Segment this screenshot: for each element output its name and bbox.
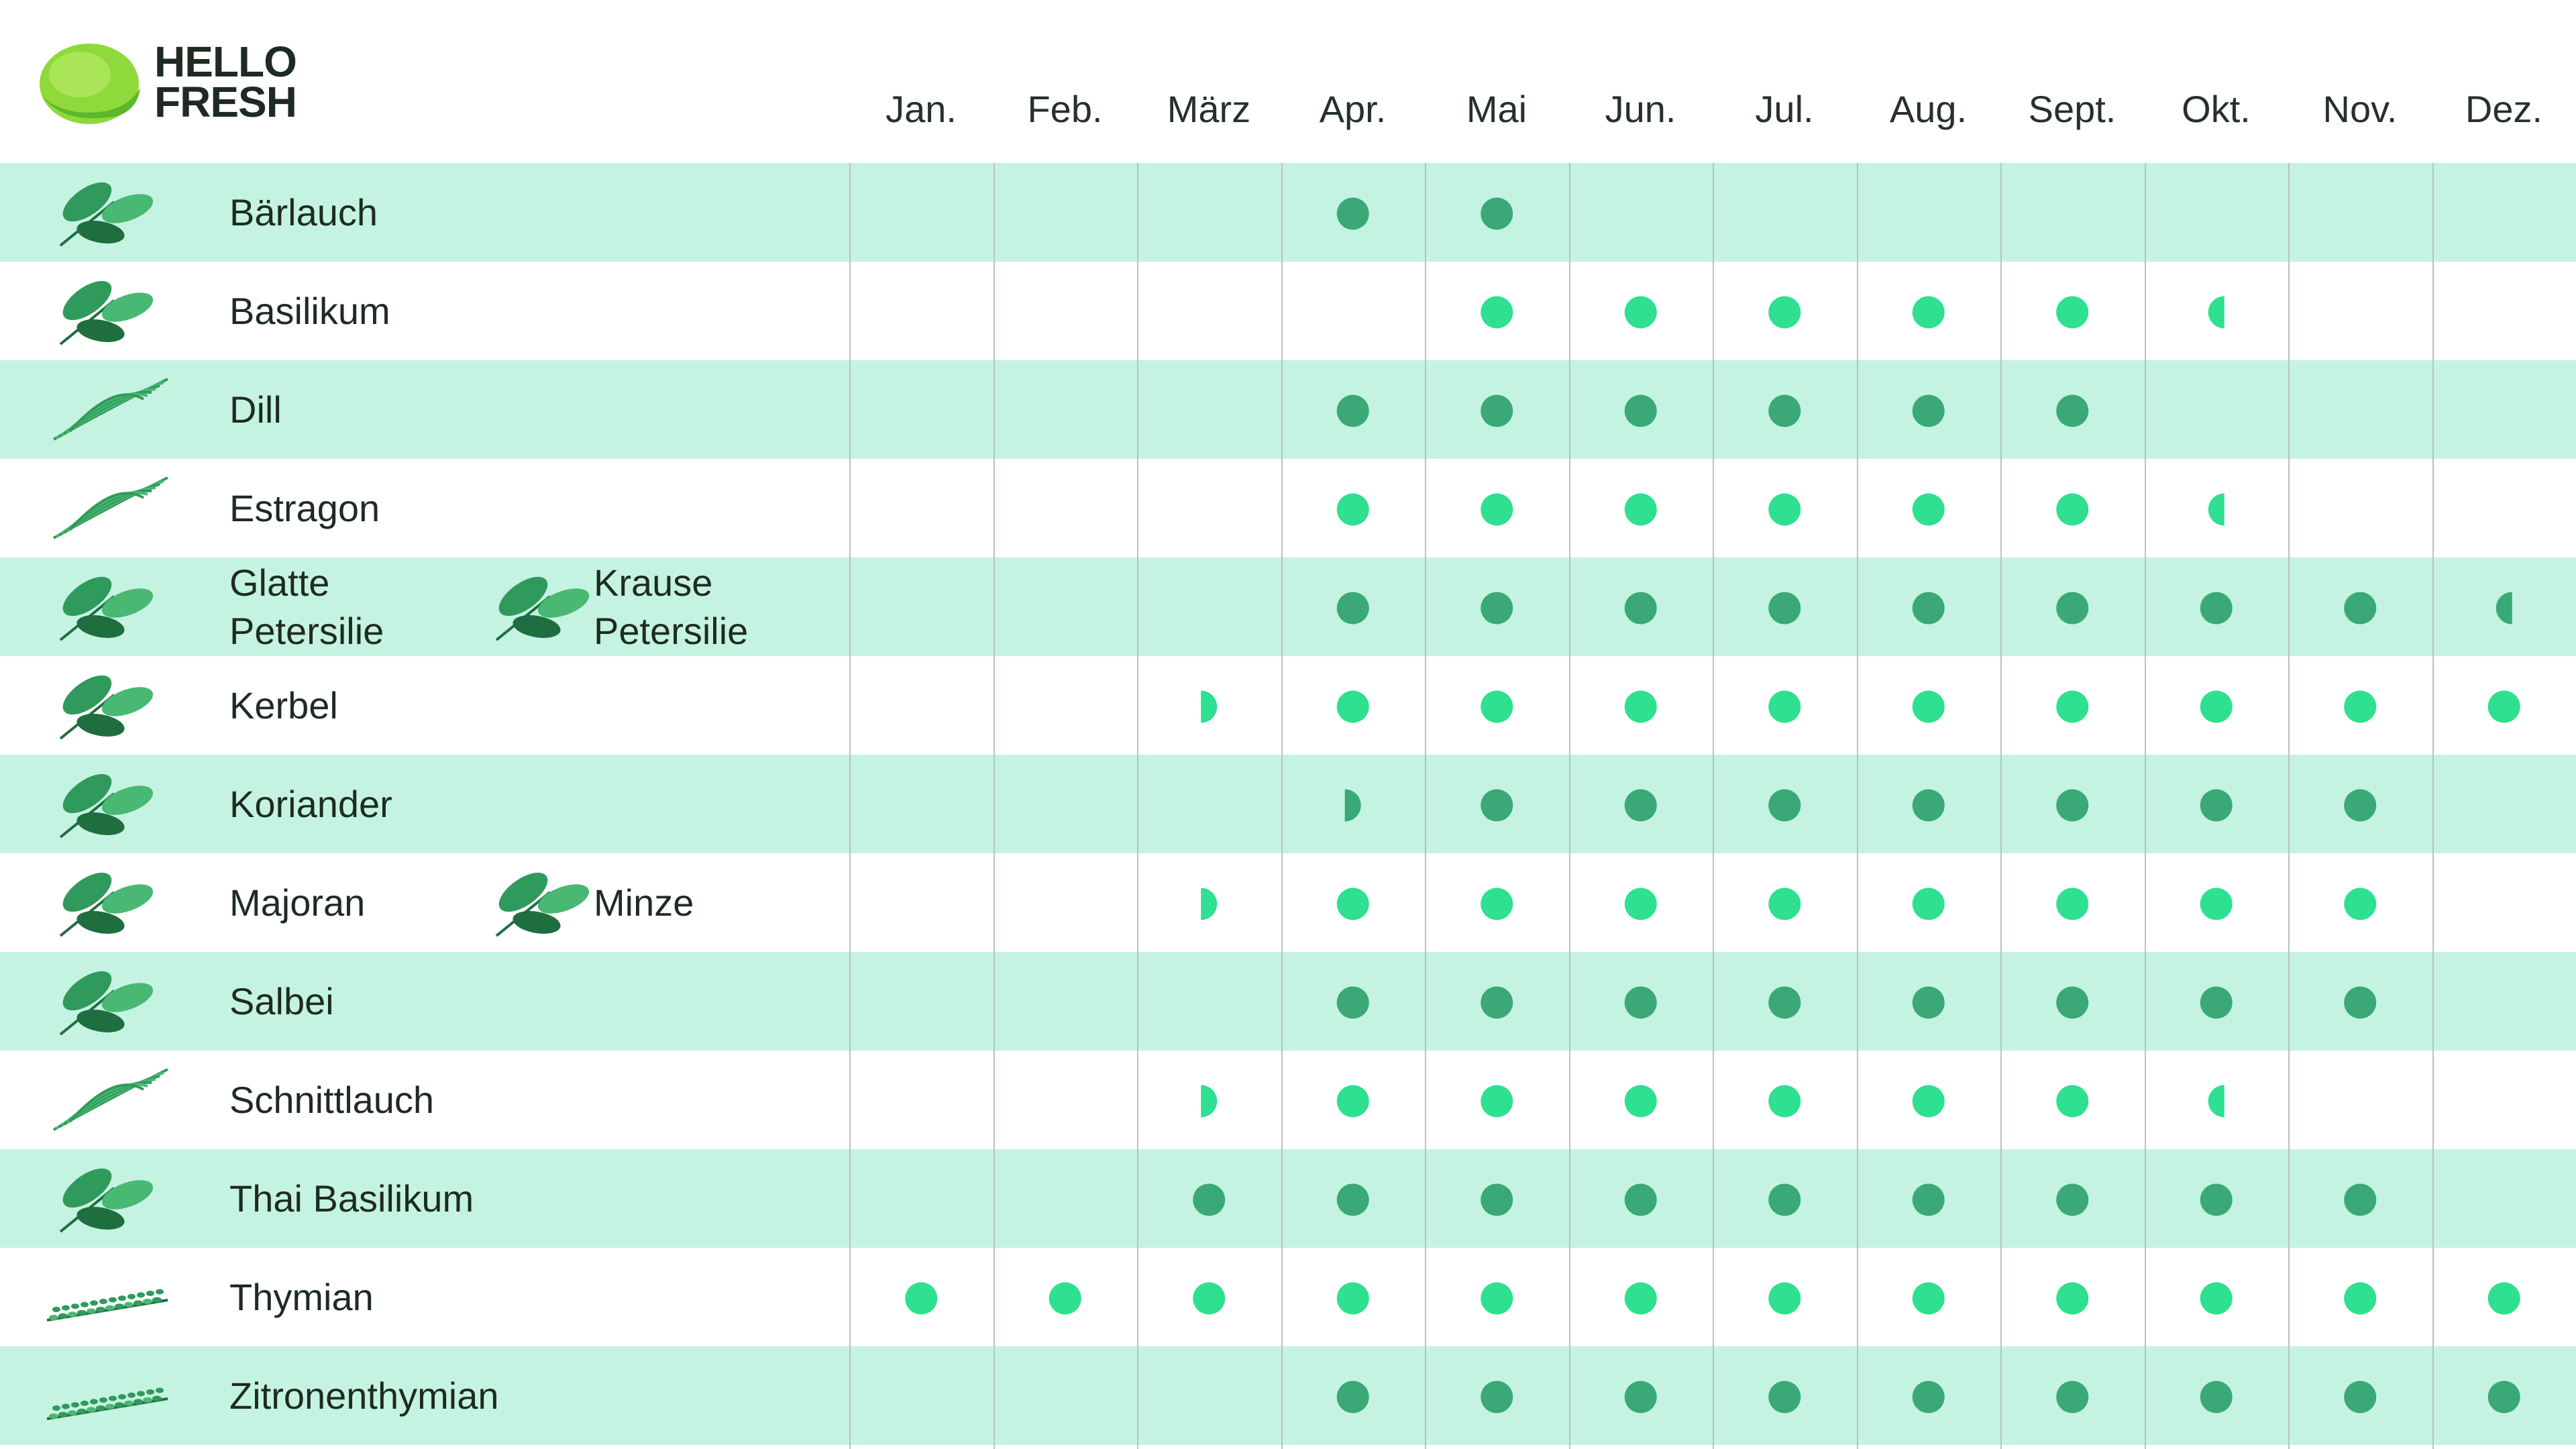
season-dot-full [1337,888,1369,920]
season-dot-full [2344,1184,2376,1216]
herb-label: Thai Basilikum [229,1177,474,1220]
season-dot-full [1481,888,1513,920]
month-label: Apr. [1319,88,1387,130]
season-dot-full [1337,1184,1369,1216]
season-dot-half [1201,691,1217,723]
season-dot-full [1913,691,1945,723]
herb-label: Thymian [229,1275,374,1318]
season-dot-full [1481,790,1513,822]
season-dot-full [1913,888,1945,920]
season-dot-full [1337,691,1369,723]
month-label: Feb. [1027,88,1103,130]
season-dot-full [2056,297,2088,329]
season-dot-full [1768,1184,1801,1216]
season-dot-full [1913,1085,1945,1118]
season-dot-full [1481,592,1513,625]
season-dot-full [1625,888,1657,920]
season-dot-full [1768,395,1801,427]
herb-label: Glatte Petersilie [229,561,384,652]
season-dot-full [1913,790,1945,822]
season-dot-full [2200,1381,2233,1413]
herb-label: Schnittlauch [229,1078,435,1121]
herb-label: Koriander [229,782,392,825]
season-dot-full [1625,1085,1657,1118]
herb-label: Estragon [229,486,380,529]
season-dot-full [1768,691,1801,723]
season-dot-full [1768,1283,1801,1315]
season-dot-full [1768,987,1801,1019]
season-dot-full [1481,987,1513,1019]
season-dot-full [2344,888,2376,920]
season-dot-full [1337,198,1369,230]
season-dot-full [2200,592,2233,625]
season-dot-full [2056,592,2088,625]
herb-label: Zitronenthymian [229,1374,499,1417]
season-dot-full [1337,987,1369,1019]
season-dot-full [1337,395,1369,427]
season-dot-full [2056,691,2088,723]
season-dot-full [1913,1283,1945,1315]
season-dot-full [2200,987,2233,1019]
season-dot-full [2056,395,2088,427]
season-dot-full [1481,395,1513,427]
season-dot-full [1625,1283,1657,1315]
season-dot-full [1625,1184,1657,1216]
logo-line-hello: HELLO [154,38,297,86]
season-dot-full [2344,592,2376,625]
season-dot-full [1337,1283,1369,1315]
season-dot-full [1768,1381,1801,1413]
season-dot-full [1481,198,1513,230]
season-dot-full [1913,297,1945,329]
season-dot-full [905,1283,937,1315]
herb-label: Majoran [229,881,366,924]
season-dot-full [1337,494,1369,526]
season-dot-half [2208,297,2224,329]
season-dot-half [2208,494,2224,526]
season-dot-full [1625,1381,1657,1413]
season-dot-full [2056,987,2088,1019]
season-dot-full [1625,790,1657,822]
season-dot-full [2056,1184,2088,1216]
season-dot-full [1768,790,1801,822]
season-dot-full [2488,1381,2520,1413]
season-dot-full [1625,395,1657,427]
season-dot-full [1913,987,1945,1019]
season-dot-full [2488,1283,2520,1315]
month-label: Nov. [2322,88,2398,130]
season-dot-full [1193,1283,1225,1315]
month-label: Dez. [2465,88,2543,130]
season-dot-full [1625,592,1657,625]
season-dot-full [1913,395,1945,427]
season-dot-full [1768,494,1801,526]
season-dot-full [1913,1184,1945,1216]
season-dot-full [2056,1283,2088,1315]
season-dot-full [1913,1381,1945,1413]
season-dot-full [2488,691,2520,723]
season-dot-half [1345,790,1361,822]
season-dot-full [2200,888,2233,920]
herb-label: Bärlauch [229,191,378,233]
season-dot-full [1481,494,1513,526]
season-dot-full [2200,790,2233,822]
season-dot-full [1768,1085,1801,1118]
herb-label-secondary: Krause Petersilie [594,561,749,652]
season-dot-half [1201,888,1217,920]
season-dot-full [1625,494,1657,526]
month-label: Jun. [1605,88,1676,130]
month-label: Jul. [1755,88,1814,130]
season-dot-full [1337,592,1369,625]
season-dot-full [2056,1381,2088,1413]
season-dot-full [2056,790,2088,822]
season-dot-full [2200,1184,2233,1216]
season-dot-full [2200,691,2233,723]
season-dot-full [1768,888,1801,920]
season-dot-full [1481,297,1513,329]
season-dot-full [1913,592,1945,625]
season-dot-full [1337,1085,1369,1118]
month-label: Jan. [885,88,957,130]
herb-label: Basilikum [229,289,390,332]
herb-label-secondary: Minze [594,881,694,924]
season-dot-full [1481,1381,1513,1413]
season-dot-full [2344,691,2376,723]
season-dot-full [2200,1283,2233,1315]
season-dot-full [2056,1085,2088,1118]
season-dot-full [2344,790,2376,822]
logo-line-fresh: FRESH [154,78,297,126]
month-label: Aug. [1889,88,1968,130]
season-dot-full [1481,691,1513,723]
season-dot-full [2056,888,2088,920]
season-dot-full [1049,1283,1081,1315]
season-dot-full [1337,1381,1369,1413]
month-label: Sept. [2028,88,2116,130]
season-dot-full [1481,1283,1513,1315]
season-dot-full [1625,297,1657,329]
season-dot-full [1193,1184,1225,1216]
season-dot-full [1768,592,1801,625]
herb-label: Kerbel [229,684,338,727]
season-dot-full [1625,987,1657,1019]
herb-label: Dill [229,388,282,431]
season-dot-half [1201,1085,1217,1118]
season-dot-full [2344,1381,2376,1413]
season-dot-full [1768,297,1801,329]
season-dot-half [2208,1085,2224,1118]
season-dot-full [1913,494,1945,526]
season-dot-full [2344,987,2376,1019]
month-label: Okt. [2182,88,2251,130]
season-dot-full [1481,1085,1513,1118]
herb-label: Salbei [229,979,334,1022]
season-dot-full [1625,691,1657,723]
season-dot-full [2056,494,2088,526]
month-label: März [1167,88,1251,130]
season-dot-full [1481,1184,1513,1216]
season-dot-full [2344,1283,2376,1315]
season-dot-half [2496,592,2512,625]
month-label: Mai [1466,88,1527,130]
